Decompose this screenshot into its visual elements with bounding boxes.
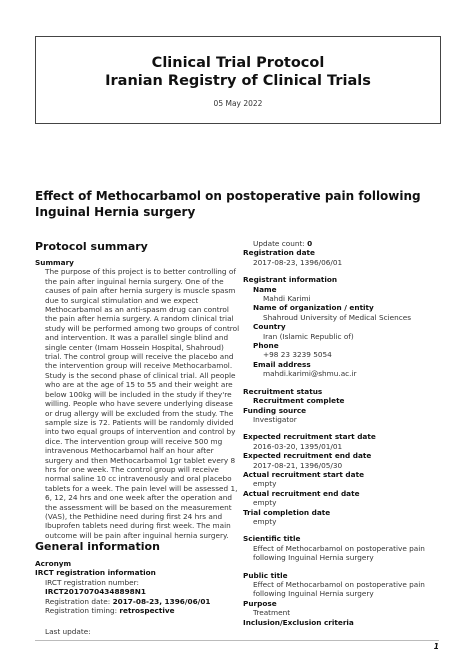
registration-timing-value: retrospective [119,606,175,616]
document-title: Effect of Methocarbamol on postoperative pain following Inguinal Hernia surgery [35,189,421,219]
expected-start-value: 2016-03-20, 1395/01/01 [253,441,343,451]
header-title-line2: Iranian Registry of Clinical Trials [105,73,371,89]
inclusion-heading: Inclusion/Exclusion criteria [243,617,354,627]
email-label: Email address [253,359,311,369]
organization-value: Shahroud University of Medical Sciences [263,312,412,322]
recruitment-status-heading: Recruitment status [243,386,323,396]
irct-number: IRCT20170704348898N1 [45,587,146,597]
footer-divider [35,640,439,641]
header-box [35,36,441,124]
public-title-value: Effect of Methocarbamol on postoperative pain following Inguinal Hernia surgery [253,580,425,599]
public-title-heading: Public title [243,570,288,580]
expected-end-heading: Expected recruitment end date [243,451,372,461]
registrant-heading: Registrant information [243,275,338,285]
actual-end-value: empty [253,498,277,508]
phone-value: +98 23 3239 5054 [263,350,332,360]
left-column [35,258,240,540]
right-column [243,239,443,627]
recruitment-status-value: Recruitment complete [253,396,345,406]
registration-timing-label: Registration timing: [45,606,118,616]
phone-label: Phone [253,341,279,351]
registration-date-value: 2017-08-23, 1396/06/01 [112,596,211,606]
completion-value: empty [253,516,277,526]
funding-source-heading: Funding source [243,405,307,415]
completion-heading: Trial completion date [243,507,331,517]
irct-number-row [35,578,240,597]
header-title-line1: Clinical Trial Protocol [151,55,325,71]
irct-number-label: IRCT registration number: [45,577,139,587]
name-label: Name [253,284,277,294]
organization-label: Name of organization / entity [253,303,374,313]
summary-label: Summary [35,258,74,267]
expected-start-heading: Expected recruitment start date [243,432,376,442]
update-count-label: Update count: [253,239,305,248]
general-information-heading: General information [35,540,160,553]
summary-text: The purpose of this project is to better controlling of the pain after inguinal hernia surgery. One of the causes of pain after hernia surgery is muscle spasm due to surgical stimulation and we expect Methocarbamol as an anti-spasm drug can control the pain after hernia surgery. A random clinical trial study will be performed among two groups of control and intervention. It was a parallel single blind and single center (Imam Hossein Hospital, Shahroud) trial. The control group will receive the placebo and the intervention group will receive Methocarbamol. Study is the second phase of clinical trial. All people who are at the age of 15 to 55 and their weight are below 100kg will be included in the study if they're willing. People who have severe underlying disease or drug allergy will be excluded from the study. The sample size is 72. Patients will be randomly divided into two equal groups of intervention and control by dice. The intervention group will receive 500 mg intravenous Methocarbamol half an hour after surgery and then Methocarbamol 1gr tablet every 8 hrs for one week. The control group will receive normal saline 10 cc intravenously and oral placebo tablets for a week. The pain level will be assessed 1, 6, 12, 24 hrs and one week after the operation and the assessment will be based on the measurement (VAS), the Pethidine need during first 24 hrs and Ibuprofen tablets need during first week. The main outcome will be pain after inguinal hernia surgery. [45,267,240,540]
name-value: Mahdi Karimi [263,294,311,304]
general-information-block [35,559,240,637]
actual-start-heading: Actual recruitment start date [243,469,365,479]
purpose-value: Treatment [253,608,291,618]
acronym-label: Acronym [35,559,72,568]
email-value: mahdi.karimi@shmu.ac.ir [263,369,357,379]
update-count-row [243,239,443,248]
scientific-title-heading: Scientific title [243,534,301,544]
funding-source-value: Investigator [253,414,297,424]
protocol-summary-heading: Protocol summary [35,240,148,253]
registration-date-text: 2017-08-23, 1396/06/01 [253,257,343,267]
country-label: Country [253,322,286,332]
irct-registration-label: IRCT registration information [35,568,156,578]
update-count-value: 0 [307,239,313,248]
country-value: Iran (Islamic Republic of) [263,331,354,341]
actual-end-heading: Actual recruitment end date [243,488,360,498]
actual-start-value: empty [253,479,277,489]
page-number: 1 [433,642,439,651]
purpose-heading: Purpose [243,598,277,608]
scientific-title-value: Effect of Methocarbamol on postoperative pain following Inguinal Hernia surgery [253,543,425,563]
registration-date-heading: Registration date [243,248,315,258]
last-update-label: Last update: [45,627,91,637]
registration-date-row [35,597,240,606]
header-date: 05 May 2022 [213,99,263,108]
expected-end-value: 2017-08-21, 1396/05/30 [253,460,343,470]
registration-timing-row [35,606,240,615]
registration-date-label: Registration date: [45,596,111,606]
